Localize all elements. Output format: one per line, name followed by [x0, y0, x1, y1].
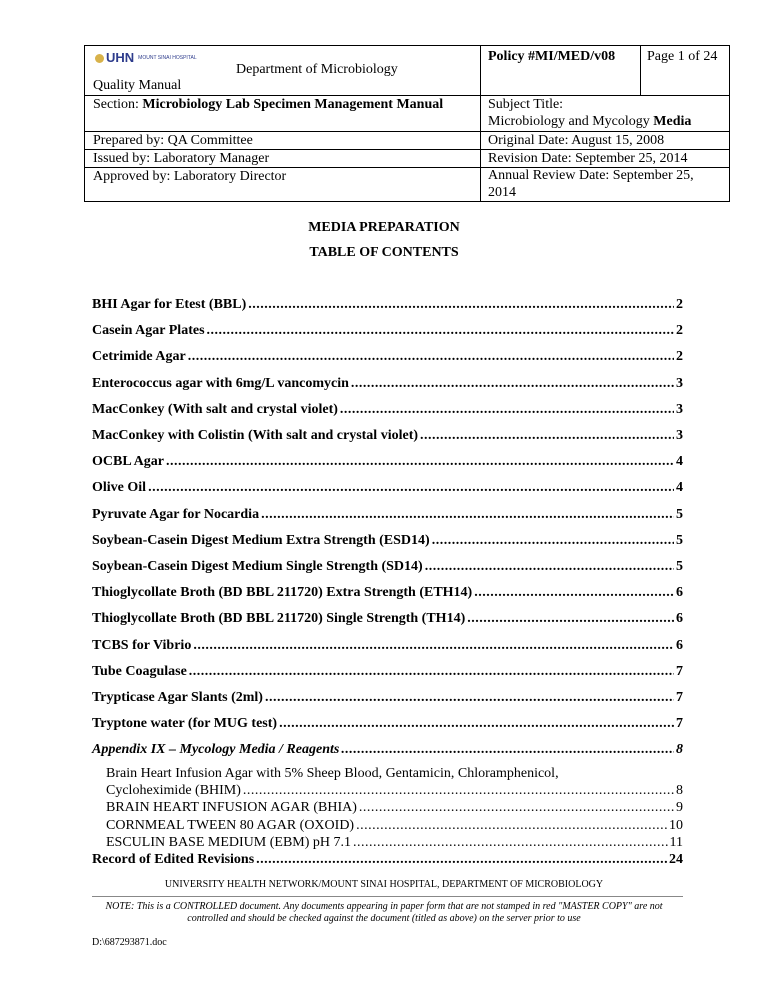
dot-leader [148, 479, 674, 496]
toc-entry[interactable] [92, 375, 683, 392]
subject-title-label: Subject Title: [488, 97, 564, 112]
toc-entry-label: Enterococcus agar with 6mg/L vancomycin [92, 375, 349, 391]
toc-entry[interactable] [92, 584, 683, 601]
original-date: Original Date: August 15, 2008 [488, 133, 665, 148]
toc-entry-page: 8 [676, 742, 683, 758]
toc-entry-page: 2 [676, 349, 683, 365]
toc-entry-label: Soybean-Casein Digest Medium Extra Strength (ESD14) [92, 532, 430, 548]
toc-entry[interactable] [92, 558, 683, 575]
dot-leader [420, 427, 674, 444]
dot-leader [279, 715, 674, 732]
toc-entry-page: 9 [676, 800, 683, 816]
toc-entry[interactable] [92, 296, 683, 313]
toc-entry-page: 4 [676, 454, 683, 470]
toc-entry-page: 5 [676, 559, 683, 574]
toc-entry-page: 2 [676, 323, 683, 339]
subject-title-bold: Media [653, 114, 692, 129]
quality-manual: Quality Manual [93, 78, 182, 93]
toc-entry[interactable] [106, 817, 683, 834]
section-value: Microbiology Lab Specimen Management Manual [142, 97, 444, 112]
dot-leader [265, 689, 674, 706]
dot-leader [193, 637, 674, 654]
policy-number: Policy #MI/MED/v08 [488, 49, 616, 64]
toc-entry[interactable] [92, 532, 683, 549]
toc-entry[interactable] [92, 610, 683, 627]
prepared-by: Prepared by: QA Committee [93, 133, 253, 148]
toc-entry-label: Soybean-Casein Digest Medium Single Strength (SD14) [92, 559, 423, 574]
controlled-document-note: NOTE: This is a CONTROLLED document. Any documents appearing in paper form that are not stamped in red "MASTER COPY" are not controlled and should be checked against the document (titled as above) on the server prior to use [105, 901, 663, 924]
toc-entry-label: Record of Edited Revisions [92, 852, 255, 867]
dot-leader [351, 375, 674, 392]
toc-entry[interactable] [92, 506, 683, 523]
table-of-contents [92, 0, 683, 994]
toc-entry-label: ESCULIN BASE MEDIUM (EBM) pH 7.1 [106, 834, 351, 850]
toc-entry-label: Thioglycollate Broth (BD BBL 211720) Single Strength (TH14) [92, 611, 466, 627]
toc-entry-label: OCBL Agar [92, 454, 164, 470]
footer-organization: UNIVERSITY HEALTH NETWORK/MOUNT SINAI HOSPITAL, DEPARTMENT OF MICROBIOLOGY [164, 879, 604, 890]
toc-heading: TABLE OF CONTENTS [309, 245, 459, 260]
annual-review-date: Annual Review Date: September 25, 2014 [488, 168, 694, 200]
toc-entry-page: 11 [669, 834, 683, 850]
toc-entry[interactable] [106, 834, 683, 851]
toc-entry[interactable] [92, 322, 683, 339]
toc-entry-page: 3 [676, 401, 683, 417]
toc-entry-label: Thioglycollate Broth (BD BBL 211720) Extra Strength (ETH14) [92, 585, 473, 601]
toc-entry[interactable] [92, 348, 683, 365]
toc-entry-page: 24 [669, 852, 683, 867]
dot-leader [188, 348, 674, 365]
toc-entry-page: 8 [676, 783, 683, 798]
logo-uhn: UHN [95, 51, 134, 65]
dot-leader [341, 741, 674, 758]
dot-leader [359, 799, 674, 816]
toc-entry-page: 7 [676, 690, 683, 705]
dot-leader [356, 817, 667, 834]
toc-entry-label: BHI Agar for Etest (BBL) [92, 297, 247, 312]
approved-by: Approved by: Laboratory Director [93, 169, 287, 184]
toc-entry-label: Casein Agar Plates [92, 323, 205, 339]
file-name: D:\687293871.doc [92, 937, 167, 948]
toc-entry[interactable] [92, 689, 683, 706]
toc-entry-label: Cycloheximide (BHIM) [106, 783, 241, 798]
toc-entry[interactable] [92, 851, 683, 868]
dot-leader [189, 663, 674, 680]
dot-leader [261, 506, 674, 523]
document-title: MEDIA PREPARATION [308, 220, 460, 235]
toc-entry-label: MacConkey with Colistin (With salt and crystal violet) [92, 428, 419, 443]
toc-entry-label: BRAIN HEART INFUSION AGAR (BHIA) [106, 800, 357, 816]
toc-entry-label: Appendix IX – Mycology Media / Reagents [92, 742, 340, 758]
toc-entry[interactable] [106, 782, 683, 799]
toc-entry-label: TCBS for Vibrio [92, 637, 192, 653]
dot-leader [474, 584, 674, 601]
dot-leader [243, 782, 674, 799]
logo-mount-sinai: MOUNT SINAI HOSPITAL [138, 55, 197, 61]
toc-entry[interactable] [92, 637, 683, 654]
toc-entry-page: 6 [676, 585, 683, 601]
toc-entry-label: Trypticase Agar Slants (2ml) [92, 690, 263, 705]
issued-by: Issued by: Laboratory Manager [93, 151, 270, 166]
toc-entry-label: Pyruvate Agar for Nocardia [92, 506, 260, 522]
page-number: Page 1 of 24 [647, 49, 718, 64]
toc-entry[interactable] [92, 741, 683, 758]
dot-leader [432, 532, 674, 549]
dot-leader [256, 851, 667, 868]
toc-entry-label: Tryptone water (for MUG test) [92, 716, 278, 732]
dot-leader [467, 610, 674, 627]
toc-entry-page: 6 [676, 611, 683, 627]
dot-leader [166, 453, 674, 470]
toc-entry[interactable] [92, 663, 683, 680]
toc-entry-label: Cetrimide Agar [92, 349, 186, 365]
dot-leader [207, 322, 674, 339]
dot-leader [353, 834, 668, 851]
toc-entry[interactable] [92, 479, 683, 496]
toc-entry-page: 4 [676, 480, 683, 496]
toc-entry-continued: Brain Heart Infusion Agar with 5% Sheep Blood, Gentamicin, Chloramphenicol, [106, 766, 559, 781]
subject-title-value: Microbiology and Mycology [488, 114, 654, 129]
toc-entry-page: 5 [676, 506, 683, 522]
toc-entry-label: Tube Coagulase [92, 663, 187, 679]
toc-entry-page: 3 [676, 375, 683, 391]
toc-entry[interactable] [92, 715, 683, 732]
toc-entry-page: 10 [669, 817, 683, 833]
toc-entry-page: 2 [676, 297, 683, 312]
department: Department of Microbiology [236, 62, 398, 77]
toc-entry-page: 7 [676, 716, 683, 732]
toc-entry-label: MacConkey (With salt and crystal violet) [92, 401, 338, 417]
toc-entry-page: 7 [676, 663, 683, 679]
toc-entry-label: Olive Oil [92, 480, 147, 496]
toc-entry-page: 6 [676, 637, 683, 653]
dot-leader [248, 296, 674, 313]
revision-date: Revision Date: September 25, 2014 [488, 151, 688, 166]
dot-leader [340, 401, 674, 418]
toc-entry[interactable] [92, 427, 683, 444]
toc-entry-page: 3 [676, 428, 683, 443]
footer-divider [92, 896, 683, 897]
toc-entry-page: 5 [676, 532, 683, 548]
dot-leader [425, 558, 674, 575]
section-label: Section: [93, 97, 143, 112]
toc-entry[interactable] [92, 453, 683, 470]
toc-entry[interactable] [106, 799, 683, 816]
toc-entry[interactable] [92, 401, 683, 418]
toc-entry-label: CORNMEAL TWEEN 80 AGAR (OXOID) [106, 817, 355, 833]
